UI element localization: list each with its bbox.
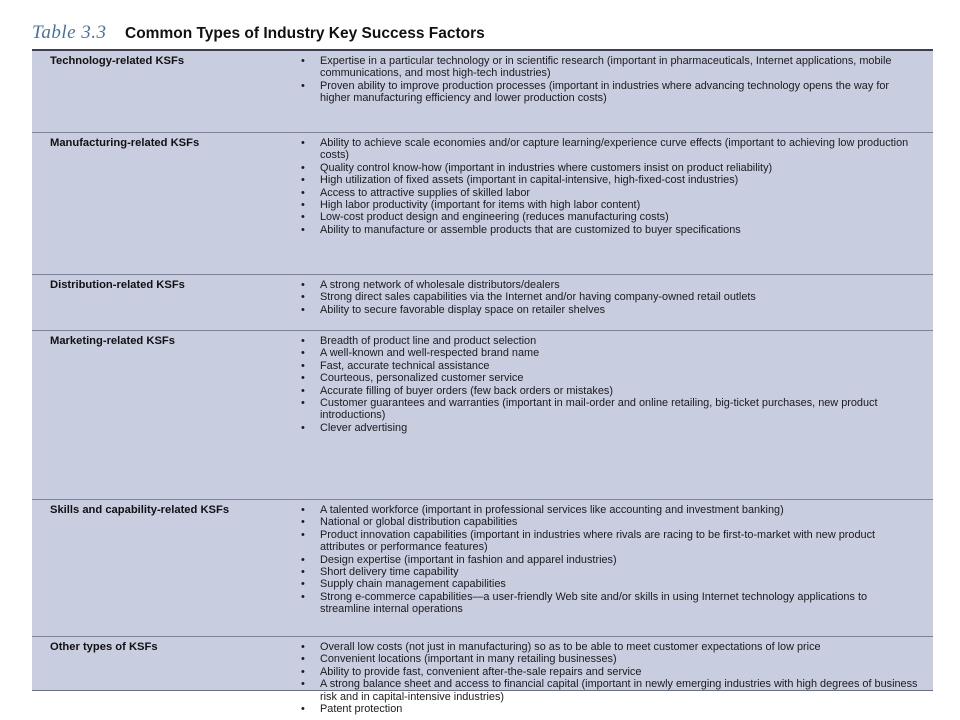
factor-item: • Ability to manufacture or assemble products that are customized to buyer specifications [300,224,919,236]
factor-item: • Low-cost product design and engineering (reduces manufacturing costs) [300,211,919,223]
factor-item: • Clever advertising [300,422,919,434]
factor-list [300,504,919,616]
table-number: Table 3.3 [32,22,107,43]
table-section [32,275,933,331]
table-section [32,51,933,133]
factor-item: • Courteous, personalized customer service [300,372,919,384]
factor-item: • Expertise in a particular technology or in scientific research (important in pharmaceuticals, Internet applications, mobile communications, and most high-tech industries) [300,55,919,80]
factor-list [300,335,919,434]
factor-item: • Ability to provide fast, convenient after-the-sale repairs and service [300,666,919,678]
factor-item: • National or global distribution capabilities [300,516,919,528]
factor-item: • Accurate filling of buyer orders (few back orders or mistakes) [300,385,919,397]
factor-item: • Quality control know-how (important in industries where customers insist on product reliability) [300,162,919,174]
category-label: Distribution-related KSFs [50,279,185,291]
factor-item: • A well-known and well-respected brand name [300,347,919,359]
factor-item: • Overall low costs (not just in manufacturing) so as to be able to meet customer expectations of low price [300,641,919,653]
factor-item: • Strong direct sales capabilities via the Internet and/or having company-owned retail outlets [300,291,919,303]
factor-item: • High labor productivity (important for items with high labor content) [300,199,919,211]
table-section [32,500,933,637]
factor-item: • Ability to achieve scale economies and/or capture learning/experience curve effects (important to achieving low production costs) [300,137,919,162]
factor-list [300,55,919,105]
factor-list [300,641,919,715]
factor-item: • Strong e-commerce capabilities—a user-friendly Web site and/or skills in using Internet technology applications to streamline internal operations [300,591,919,616]
factor-item: • Supply chain management capabilities [300,578,919,590]
table-section [32,331,933,500]
factor-item: • Patent protection [300,703,919,715]
factor-item: • Short delivery time capability [300,566,919,578]
category-label: Skills and capability-related KSFs [50,504,230,516]
factor-item: • A strong network of wholesale distributors/dealers [300,279,919,291]
factor-item: • Design expertise (important in fashion and apparel industries) [300,554,919,566]
table-title: Common Types of Industry Key Success Factors [125,25,485,42]
table-caption [32,20,485,46]
factor-item: • Fast, accurate technical assistance [300,360,919,372]
factor-item: • Proven ability to improve production processes (important in industries where advancing technology opens the way for higher manufacturing efficiency and lower production costs) [300,80,919,105]
table-section [32,133,933,275]
factor-item: • A strong balance sheet and access to financial capital (important in newly emerging industries with high degrees of business risk and in capital-intensive industries) [300,678,919,703]
factor-list [300,279,919,316]
ksf-table [32,49,933,716]
factor-item: • Access to attractive supplies of skilled labor [300,187,919,199]
category-label: Marketing-related KSFs [50,335,175,347]
factor-item: • Product innovation capabilities (important in industries where rivals are racing to be first-to-market with new product attributes or performance features) [300,529,919,554]
factor-item: • A talented workforce (important in professional services like accounting and investment banking) [300,504,919,516]
factor-item: • Convenient locations (important in many retailing businesses) [300,653,919,665]
category-label: Manufacturing-related KSFs [50,137,200,149]
factor-item: • High utilization of fixed assets (important in capital-intensive, high-fixed-cost industries) [300,174,919,186]
factor-item: • Customer guarantees and warranties (important in mail-order and online retailing, big-ticket purchases, new product introductions) [300,397,919,422]
factor-item: • Breadth of product line and product selection [300,335,919,347]
category-label: Technology-related KSFs [50,55,185,67]
category-label: Other types of KSFs [50,641,158,653]
factor-list [300,137,919,236]
factor-item: • Ability to secure favorable display space on retailer shelves [300,304,919,316]
